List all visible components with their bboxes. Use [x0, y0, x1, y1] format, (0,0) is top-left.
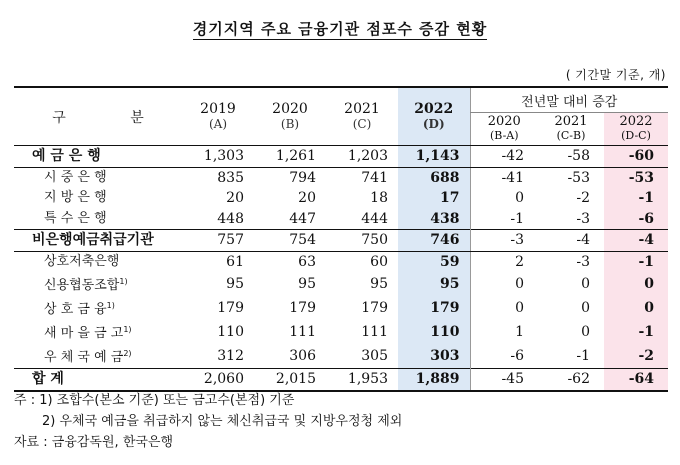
value-cell: 20 [298, 190, 316, 207]
unit-note: ( 기간말 기준, 개) [565, 68, 666, 82]
row-label: 예 금 은 행 [14, 146, 182, 168]
row-label: 비은행예금취급기관 [14, 230, 182, 252]
value-cell: 1,303 [182, 146, 254, 168]
value-cell: 63 [298, 253, 316, 270]
change-cell: 0 [581, 324, 590, 340]
change-cell: 0 [581, 276, 590, 292]
header-year-2020: 2020 (B) [254, 87, 326, 146]
value-cell: 438 [398, 209, 470, 230]
value-cell: 95 [370, 276, 388, 292]
change-cell: 0 [604, 296, 668, 320]
value-cell: 110 [217, 324, 244, 340]
value-cell: 2,015 [254, 369, 326, 391]
change-cell: 0 [581, 300, 590, 316]
table-row [14, 167, 668, 188]
value-cell: 2,060 [182, 369, 254, 391]
source-note: 자료 : 금융감독원, 한국은행 [14, 435, 174, 450]
header-year-2019: 2019 (A) [182, 87, 254, 146]
change-cell: -45 [470, 369, 538, 391]
table-row [14, 296, 668, 320]
value-cell: 757 [182, 230, 254, 252]
row-label: 시 중 은 행 [44, 169, 107, 185]
value-cell: 179 [398, 296, 470, 320]
change-cell: -1 [576, 348, 590, 364]
value-cell: 95 [226, 276, 244, 292]
footnote-marker: 1) [106, 301, 115, 310]
table-row [14, 209, 668, 230]
change-cell: -4 [538, 230, 604, 252]
value-cell: 835 [217, 169, 244, 186]
change-cell: -1 [470, 209, 538, 230]
change-cell: -1 [604, 251, 668, 272]
row-label: 지 방 은 행 [44, 190, 107, 206]
value-cell: 1,953 [326, 369, 398, 391]
change-cell: -53 [604, 167, 668, 188]
value-cell: 754 [254, 230, 326, 252]
change-cell: -42 [470, 146, 538, 168]
value-cell: 306 [289, 348, 316, 364]
row-label: 우 체 국 예 금$^{2)}$ [44, 349, 132, 365]
footnote-2: 2) 우체국 예금을 취급하지 않는 체신취급국 및 지방우정청 제외 [42, 414, 403, 429]
value-cell: 444 [361, 210, 388, 227]
table-row [14, 188, 668, 209]
value-cell: 305 [361, 348, 388, 364]
change-cell: -1 [604, 320, 668, 344]
header-category: 구 분 [14, 87, 182, 146]
change-cell: -62 [538, 369, 604, 391]
change-cell: -58 [538, 146, 604, 168]
value-cell: 1,889 [398, 369, 470, 391]
title-text: 경기지역 주요 금융기관 점포수 증감 현황 [192, 20, 488, 38]
value-cell: 95 [398, 272, 470, 296]
change-cell: -6 [604, 209, 668, 230]
value-cell: 17 [398, 188, 470, 209]
change-cell: -3 [576, 210, 590, 227]
row-label: 새 마 을 금 고$^{1)}$ [44, 325, 132, 341]
value-cell: 746 [398, 230, 470, 252]
branch-count-table [14, 86, 668, 392]
change-cell: -1 [604, 188, 668, 209]
change-cell: -53 [567, 169, 590, 186]
table-row [14, 344, 668, 369]
value-cell: 111 [361, 324, 388, 340]
table-row [14, 272, 668, 296]
value-cell: 111 [289, 324, 316, 340]
row-label: 신용협동조합$^{1)}$ [44, 277, 128, 293]
value-cell: 179 [217, 300, 244, 316]
change-cell: -60 [604, 146, 668, 168]
change-cell: 1 [470, 320, 538, 344]
value-cell: 60 [370, 253, 388, 270]
footnote-marker: 1) [123, 325, 132, 334]
header-year-2022: 2022 (D) [398, 87, 470, 146]
table-row [14, 251, 668, 272]
header-change-2022: 2022 (D-C) [604, 113, 668, 146]
value-cell: 303 [398, 344, 470, 369]
value-cell: 179 [361, 300, 388, 316]
row-label: 상 호 금 융$^{1)}$ [44, 301, 115, 317]
value-cell: 20 [226, 190, 244, 207]
change-cell: -3 [576, 253, 590, 270]
change-cell: 0 [470, 272, 538, 296]
page-title [0, 18, 680, 39]
footnote-1: 주 : 1) 조합수(본소 기준) 또는 금고수(본점) 기준 [14, 393, 295, 408]
value-cell: 741 [361, 169, 388, 186]
change-cell: -3 [470, 230, 538, 252]
change-cell: 0 [470, 188, 538, 209]
value-cell: 312 [217, 348, 244, 364]
row-label: 특 수 은 행 [44, 210, 107, 226]
change-cell: -41 [470, 167, 538, 188]
change-cell: 0 [604, 272, 668, 296]
value-cell: 750 [326, 230, 398, 252]
value-cell: 1,203 [326, 146, 398, 168]
value-cell: 448 [217, 210, 244, 227]
header-change-2021: 2021 (C-B) [538, 113, 604, 146]
change-cell: -2 [576, 190, 590, 207]
table-row [14, 320, 668, 344]
change-cell: -6 [470, 344, 538, 369]
change-cell: -64 [604, 369, 668, 391]
header-change-2020: 2020 (B-A) [470, 113, 538, 146]
change-cell: -4 [604, 230, 668, 252]
footnotes [14, 390, 402, 453]
table-row [14, 369, 668, 391]
value-cell: 1,261 [254, 146, 326, 168]
value-cell: 110 [398, 320, 470, 344]
value-cell: 18 [370, 190, 388, 207]
value-cell: 794 [289, 169, 316, 186]
row-label: 합 계 [14, 369, 182, 391]
footnote-marker: 2) [123, 349, 132, 358]
value-cell: 688 [398, 167, 470, 188]
value-cell: 447 [289, 210, 316, 227]
footnote-marker: 1) [119, 277, 128, 286]
change-cell: 2 [470, 251, 538, 272]
table-body [14, 146, 668, 391]
value-cell: 179 [289, 300, 316, 316]
header-change: 전년말 대비 증감 [470, 87, 668, 113]
table-row [14, 146, 668, 168]
table-row [14, 230, 668, 252]
value-cell: 59 [398, 251, 470, 272]
change-cell: 0 [470, 296, 538, 320]
value-cell: 95 [298, 276, 316, 292]
value-cell: 1,143 [398, 146, 470, 168]
change-cell: -2 [604, 344, 668, 369]
value-cell: 61 [226, 253, 244, 270]
row-label: 상호저축은행 [44, 253, 120, 269]
header-year-2021: 2021 (C) [326, 87, 398, 146]
